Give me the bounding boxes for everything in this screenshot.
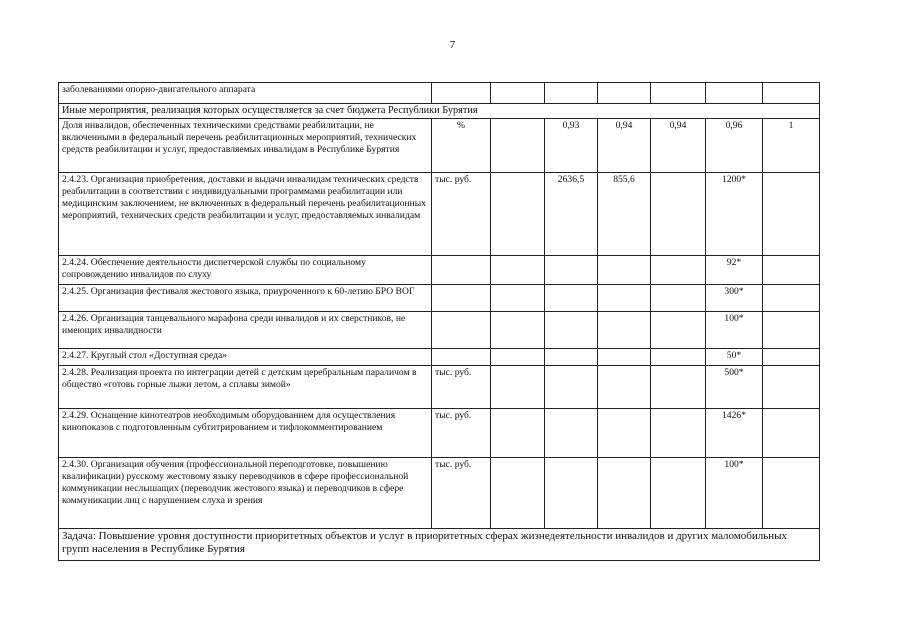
value-cell: 1 — [763, 119, 820, 173]
value-cell — [763, 83, 820, 104]
measure-text: 2.4.26. Организация танцевального марафона среди инвалидов и их сверстников, не имеющих инвалидности — [59, 312, 432, 349]
value-cell — [491, 349, 545, 366]
value-cell — [545, 349, 598, 366]
value-cell: 50* — [706, 349, 763, 366]
table-row — [59, 173, 820, 256]
value-cell: 0,93 — [545, 119, 598, 173]
value-cell — [598, 256, 651, 285]
measure-text: 2.4.23. Организация приобретения, доставки и выдачи инвалидам технических средств реабилитации в соответствии с индивидуальными программами реабилитации или медицинским заключением, не включенных в федеральный перечень реабилитационных мероприятий, технических средств реабилитации и услуг, предоставляемых инвалидам — [59, 173, 432, 256]
value-cell — [491, 409, 545, 458]
value-cell: 1200* — [706, 173, 763, 256]
table-row — [59, 285, 820, 312]
measure-text: 2.4.28. Реализация проекта по интеграции детей с детским церебральным параличом в общество «готовь горные лыжи летом, а сплавы зимой» — [59, 366, 432, 409]
value-cell — [598, 409, 651, 458]
table-row — [59, 119, 820, 173]
value-cell — [598, 366, 651, 409]
value-cell: 300* — [706, 285, 763, 312]
value-cell — [763, 285, 820, 312]
unit-cell: % — [432, 119, 491, 173]
unit-cell: тыс. руб. — [432, 458, 491, 529]
value-cell: 0,94 — [651, 119, 706, 173]
value-cell — [651, 285, 706, 312]
value-cell — [545, 366, 598, 409]
measure-text: 2.4.24. Обеспечение деятельности диспетчерской службы по социальному сопровождению инвалидов по слуху — [59, 256, 432, 285]
value-cell — [763, 349, 820, 366]
value-cell: 0,96 — [706, 119, 763, 173]
measure-text: заболеваниями опорно-двигательного аппарата — [59, 83, 432, 104]
value-cell: 500* — [706, 366, 763, 409]
value-cell — [491, 285, 545, 312]
value-cell — [491, 173, 545, 256]
value-cell — [651, 173, 706, 256]
value-cell — [545, 256, 598, 285]
table-row — [59, 458, 820, 529]
value-cell — [651, 256, 706, 285]
unit-cell — [432, 83, 491, 104]
value-cell: 100* — [706, 312, 763, 349]
value-cell — [598, 349, 651, 366]
unit-cell — [432, 256, 491, 285]
unit-cell — [432, 285, 491, 312]
value-cell: 100* — [706, 458, 763, 529]
unit-cell — [432, 312, 491, 349]
value-cell — [545, 458, 598, 529]
value-cell: 2636,5 — [545, 173, 598, 256]
value-cell — [545, 285, 598, 312]
value-cell — [545, 83, 598, 104]
unit-cell: тыс. руб. — [432, 409, 491, 458]
value-cell — [763, 312, 820, 349]
table-row — [59, 256, 820, 285]
measure-text: 2.4.29. Оснащение кинотеатров необходимым оборудованием для осуществления кинопоказов с подготовленным субтитрированием и тифлокомментированием — [59, 409, 432, 458]
value-cell — [491, 256, 545, 285]
value-cell — [545, 312, 598, 349]
value-cell — [598, 458, 651, 529]
value-cell — [491, 83, 545, 104]
value-cell — [763, 409, 820, 458]
value-cell — [491, 366, 545, 409]
value-cell — [651, 83, 706, 104]
page-number: 7 — [449, 39, 456, 51]
value-cell: 0,94 — [598, 119, 651, 173]
table-row — [59, 366, 820, 409]
value-cell — [651, 409, 706, 458]
measure-text: 2.4.27. Круглый стол «Доступная среда» — [59, 349, 432, 366]
value-cell — [763, 366, 820, 409]
value-cell — [598, 285, 651, 312]
unit-cell: тыс. руб. — [432, 173, 491, 256]
value-cell — [491, 312, 545, 349]
value-cell: 92* — [706, 256, 763, 285]
value-cell — [598, 312, 651, 349]
value-cell — [763, 458, 820, 529]
table-row — [59, 312, 820, 349]
section-heading: Иные мероприятия, реализация которых осуществляется за счет бюджета Республики Бурятия — [59, 104, 820, 119]
value-cell — [491, 458, 545, 529]
task-row — [59, 529, 820, 561]
task-heading: Задача: Повышение уровня доступности приоритетных объектов и услуг в приоритетных сферах жизнедеятельности инвалидов и других маломобильных групп населения в Республике Бурятия — [59, 529, 820, 561]
value-cell: 1426* — [706, 409, 763, 458]
value-cell — [651, 366, 706, 409]
value-cell — [491, 119, 545, 173]
unit-cell: тыс. руб. — [432, 366, 491, 409]
value-cell — [651, 458, 706, 529]
value-cell — [763, 173, 820, 256]
value-cell — [651, 312, 706, 349]
unit-cell — [432, 349, 491, 366]
program-measures-table — [58, 82, 820, 561]
table-row — [59, 83, 820, 104]
value-cell — [651, 349, 706, 366]
table-row — [59, 409, 820, 458]
value-cell — [598, 83, 651, 104]
value-cell — [545, 409, 598, 458]
measure-text: 2.4.25. Организация фестиваля жестового языка, приуроченного к 60-летию БРО ВОГ — [59, 285, 432, 312]
measure-text: 2.4.30. Организация обучения (профессиональной переподготовке, повышению квалификации) русскому жестовому языку переводчиков в сфере профессиональной коммуникации неслышащих (переводчик жестового языка) и переводчиков в сфере коммуникации лиц с нарушением слуха и зрения — [59, 458, 432, 529]
value-cell: 855,6 — [598, 173, 651, 256]
value-cell — [706, 83, 763, 104]
table-row — [59, 349, 820, 366]
value-cell — [763, 256, 820, 285]
section-row — [59, 104, 820, 119]
measure-text: Доля инвалидов, обеспеченных техническими средствами реабилитации, не включенными в федеральный перечень реабилитационных мероприятий, технических средств реабилитации и услуг, предоставляемых инвалидам в Республике Бурятия — [59, 119, 432, 173]
